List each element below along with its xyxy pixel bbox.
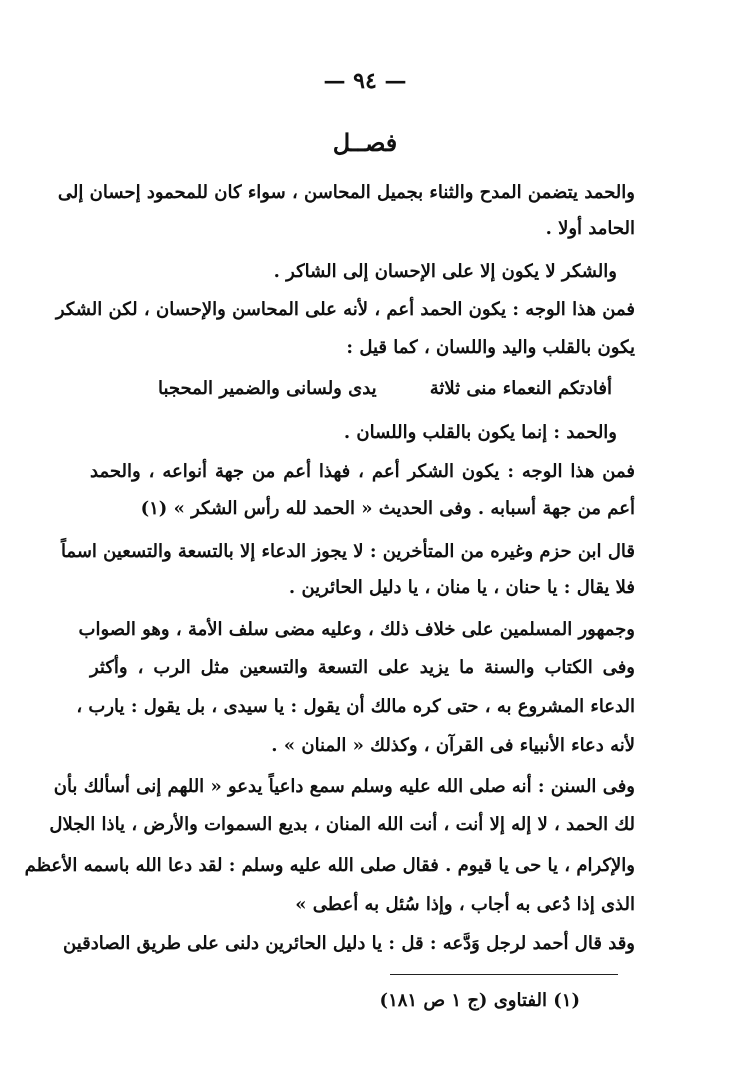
text-line: الذى إذا دُعى به أجاب ، وإذا سُئل به أعطى » [295, 894, 635, 915]
text-line: والإكرام ، يا حى يا قيوم . فقال صلى الله عليه وسلم : لقد دعا الله باسمه الأعظم [24, 855, 635, 876]
text-line: فلا يقال : يا حنان ، يا منان ، يا دليل الحائرين . [288, 577, 635, 598]
text-line: والحمد يتضمن المدح والثناء بجميل المحاسن ، سواء كان للمحمود إحسان إلى [57, 182, 635, 203]
text-line: لك الحمد ، لا إله إلا أنت ، أنت الله المنان ، بديع السموات والأرض ، ياذا الجلال [49, 814, 635, 835]
text-line: وفى الكتاب والسنة ما يزيد على التسعة والتسعين مثل الرب ، وأكثر [90, 657, 635, 678]
text-line: الدعاء المشروع به ، حتى كره مالك أن يقول : يا سيدى ، بل يقول : يارب ، [76, 696, 635, 717]
text-line: الحامد أولا . [545, 218, 635, 239]
text-line: وقد قال أحمد لرجل وَدَّعه : قل : يا دليل الحائرين دلنى على طريق الصادقين [63, 933, 635, 954]
page-number: — ٩٤ — [323, 68, 407, 94]
verse-first-hemistich: أفادتكم النعماء منى ثلاثة [429, 378, 612, 399]
text-line: فمن هذا الوجه : يكون الشكر أعم ، فهذا أعم من جهة أنواعه ، والحمد [90, 461, 635, 482]
text-line: أعم من جهة أسبابه . وفى الحديث « الحمد لله رأس الشكر » (١) [140, 498, 635, 519]
verse-second-hemistich: يدى ولسانى والضمير المحجبا [158, 378, 377, 399]
text-line: قال ابن حزم وغيره من المتأخرين : لا يجوز الدعاء إلا بالتسعة والتسعين اسماً [60, 541, 635, 562]
text-line: والحمد : إنما يكون بالقلب واللسان . [343, 422, 617, 443]
text-line: يكون بالقلب واليد واللسان ، كما قيل : [346, 337, 635, 358]
footnote: (١) الفتاوى (ج ١ ص ١٨١) [379, 990, 580, 1011]
text-line: وفى السنن : أنه صلى الله عليه وسلم سمع داعياً يدعو « اللهم إنى أسألك بأن [53, 776, 635, 797]
text-line: والشكر لا يكون إلا على الإحسان إلى الشاكر . [273, 261, 617, 282]
section-title: فصــل [332, 128, 398, 157]
text-line: وجمهور المسلمين على خلاف ذلك ، وعليه مضى سلف الأمة ، وهو الصواب [78, 619, 635, 640]
footnote-divider [390, 974, 618, 975]
text-line: لأنه دعاء الأنبياء فى القرآن ، وكذلك « المنان » . [271, 735, 635, 756]
text-line: فمن هذا الوجه : يكون الحمد أعم ، لأنه على المحاسن والإحسان ، لكن الشكر [55, 299, 635, 320]
